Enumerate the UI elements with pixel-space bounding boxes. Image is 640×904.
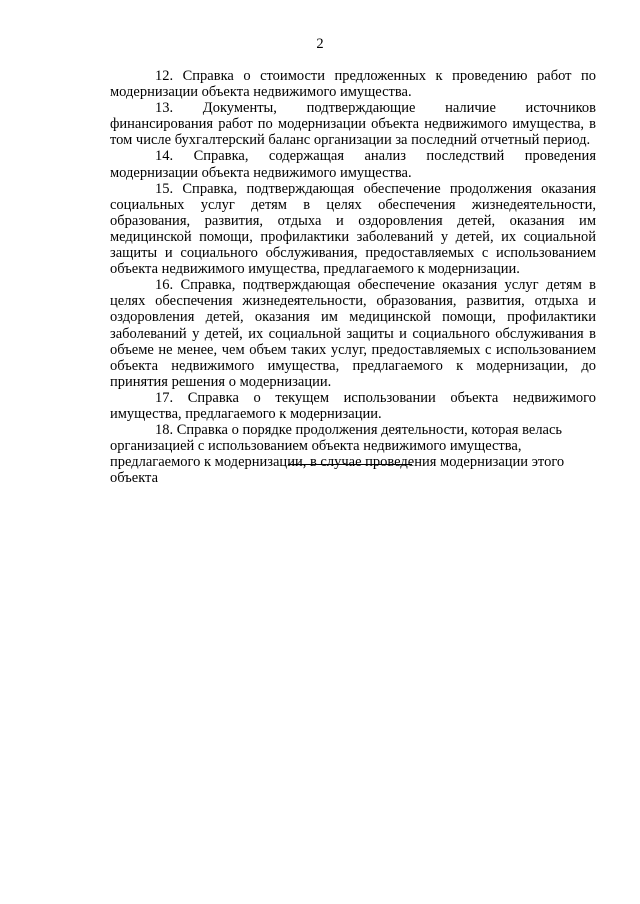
paragraph-item-13: 13. Документы, подтверждающие наличие источников финансирования работ по модернизации объекта недвижимого имущества, в том числе бухгалтерский баланс организации за последний отчетный период.: [110, 100, 596, 149]
paragraph-item-17: 17. Справка о текущем использовании объекта недвижимого имущества, предлагаемого к модернизации.: [110, 389, 596, 422]
paragraph-item-12: 12. Справка о стоимости предложенных к проведению работ по модернизации объекта недвижимого имущества.: [110, 68, 596, 101]
paragraph-item-16: 16. Справка, подтверждающая обеспечение оказания услуг детям в целях обеспечения жизнедеятельности, образования, развития, отдыха и оздоровления детей, оказания им медицинской помощи, профилактики заболеваний у детей, их социальной защиты и социального обслуживания в объеме не менее, чем объем таких услуг, предоставляемых с использованием объекта недвижимого имущества, предлагаемого к модернизации, до принятия решения о модернизации.: [110, 277, 596, 390]
page-number: 2: [316, 36, 324, 52]
document-body: [110, 68, 596, 486]
end-of-document-rule: [288, 464, 412, 465]
paragraph-item-15: 15. Справка, подтверждающая обеспечение продолжения оказания социальных услуг детям в целях обеспечения жизнедеятельности, образования, развития, отдыха и оздоровления детей, оказания им медицинской помощи, профилактики заболеваний у детей, их социальной защиты и социального обслуживания, предоставляемых с использованием объекта недвижимого имущества, предлагаемого к модернизации.: [110, 180, 596, 278]
paragraph-item-14: 14. Справка, содержащая анализ последствий проведения модернизации объекта недвижимого имущества.: [110, 148, 596, 181]
paragraph-item-18: 18. Справка о порядке продолжения деятельности, которая велась организацией с использованием объекта недвижимого имущества, предлагаемого к модернизации, в случае проведения модернизации этого объекта: [110, 422, 565, 487]
